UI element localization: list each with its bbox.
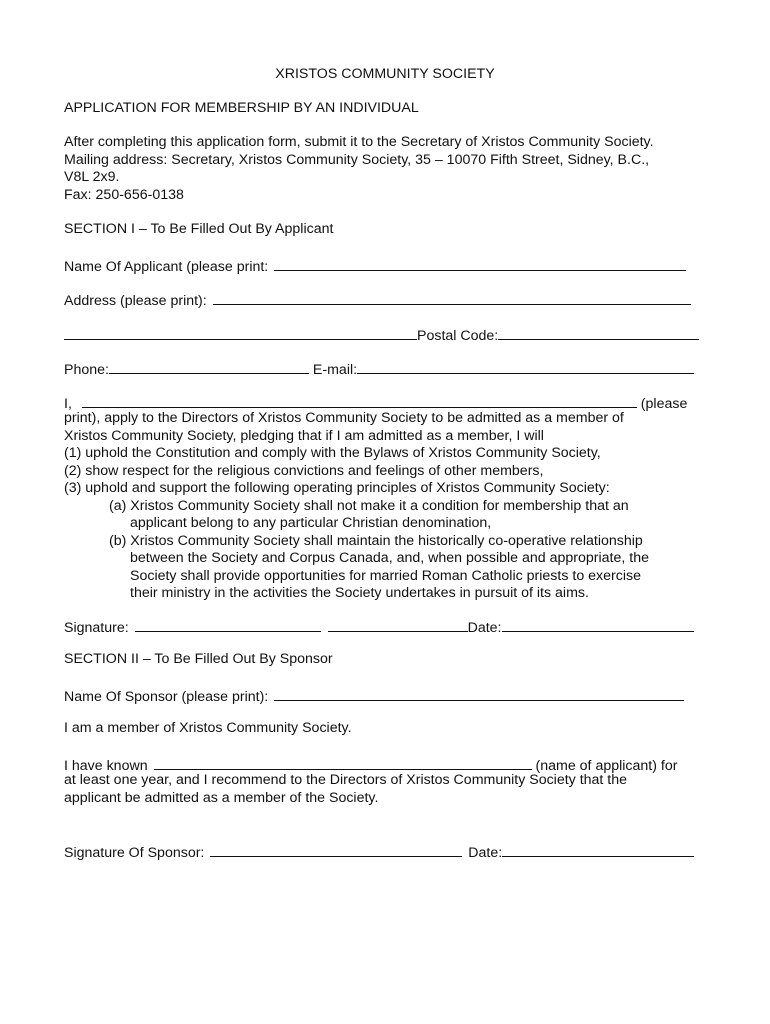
postal-code-label: Postal Code:: [417, 328, 499, 344]
principle-b: (b) Xristos Community Society shall maintain the historically co-operative relationship: [109, 532, 643, 549]
phone-field[interactable]: [109, 359, 309, 374]
address-label: Address (please print):: [64, 293, 207, 309]
pledge-i-label: I,: [64, 396, 72, 412]
section1-heading: SECTION I – To Be Filled Out By Applicant: [64, 221, 334, 237]
principle-a-cont: applicant belong to any particular Christian denomination,: [130, 515, 492, 531]
pledge-text: [64, 410, 704, 603]
postal-code-field[interactable]: [498, 325, 699, 340]
applicant-name-field[interactable]: [274, 256, 686, 271]
date-label: Date:: [467, 620, 502, 636]
known-end-label: (name of applicant) for: [535, 758, 678, 774]
intro-instructions: [64, 134, 704, 204]
sponsor-signature-label: Signature Of Sponsor:: [64, 845, 205, 861]
applicant-name-row: [64, 256, 686, 277]
pledge-please-label: (please: [640, 396, 688, 412]
pledge-name-field[interactable]: [82, 393, 637, 408]
known-applicant-field[interactable]: [154, 755, 532, 770]
sponsor-name-row: [64, 686, 684, 707]
recommendation-line: applicant be admitted as a member of the Society.: [64, 789, 379, 806]
sponsor-date-field[interactable]: [502, 842, 694, 857]
phone-label: Phone:: [64, 362, 109, 378]
sponsor-signature-row: [64, 842, 694, 863]
applicant-name-label: Name Of Applicant (please print:: [64, 259, 269, 275]
sponsor-name-label: Name Of Sponsor (please print):: [64, 689, 269, 705]
principle-b-cont: their ministry in the activities the Society undertakes in pursuit of its aims.: [130, 585, 589, 601]
intro-line: After completing this application form, submit it to the Secretary of Xristos Community Society.: [64, 134, 654, 150]
address-field[interactable]: [213, 290, 691, 305]
email-field[interactable]: [357, 359, 694, 374]
sponsor-date-label: Date:: [468, 845, 503, 861]
address-line2-field[interactable]: [64, 325, 417, 340]
address-row: [64, 290, 691, 311]
pledge-line: (2) show respect for the religious convictions and feelings of other members,: [64, 462, 544, 479]
sponsor-signature-field[interactable]: [210, 842, 462, 857]
society-title: XRISTOS COMMUNITY SOCIETY: [275, 66, 495, 82]
date-field[interactable]: [502, 617, 694, 632]
recommendation-line: at least one year, and I recommend to the Directors of Xristos Community Society that the: [64, 772, 628, 788]
principle-a: (a) Xristos Community Society shall not make it a condition for membership that an: [109, 497, 629, 514]
pledge-line: print), apply to the Directors of Xristos Community Society to be admitted as a member of: [64, 410, 624, 426]
form-title: APPLICATION FOR MEMBERSHIP BY AN INDIVIDUAL: [64, 100, 419, 116]
principle-b-cont: between the Society and Corpus Canada, and, when possible and appropriate, the: [130, 550, 649, 566]
mailing-address: Mailing address: Secretary, Xristos Community Society, 35 – 10070 Fifth Street, Sidney, B.C.,: [64, 151, 650, 168]
email-label: E-mail:: [312, 362, 358, 378]
signature-field[interactable]: [135, 617, 321, 632]
fax-number: Fax: 250-656-0138: [64, 186, 184, 203]
known-label: I have known: [64, 758, 148, 774]
principle-b-cont: Society shall provide opportunities for married Roman Catholic priests to exercise: [130, 567, 641, 584]
signature-field-extra[interactable]: [328, 617, 468, 632]
address-line2-row: [64, 325, 699, 346]
contact-row: [64, 359, 694, 380]
sponsor-name-field[interactable]: [274, 686, 684, 701]
signature-label: Signature:: [64, 620, 129, 636]
postal-line: V8L 2x9.: [64, 169, 120, 185]
pledge-line: Xristos Community Society, pledging that if I am admitted as a member, I will: [64, 427, 544, 444]
member-statement: I am a member of Xristos Community Society.: [64, 720, 352, 736]
pledge-line: (1) uphold the Constitution and comply with the Bylaws of Xristos Community Society,: [64, 445, 601, 461]
applicant-signature-row: [64, 617, 694, 638]
section2-heading: SECTION II – To Be Filled Out By Sponsor: [64, 651, 333, 667]
recommendation-text: [64, 772, 704, 807]
pledge-line: (3) uphold and support the following operating principles of Xristos Community Society:: [64, 480, 610, 496]
